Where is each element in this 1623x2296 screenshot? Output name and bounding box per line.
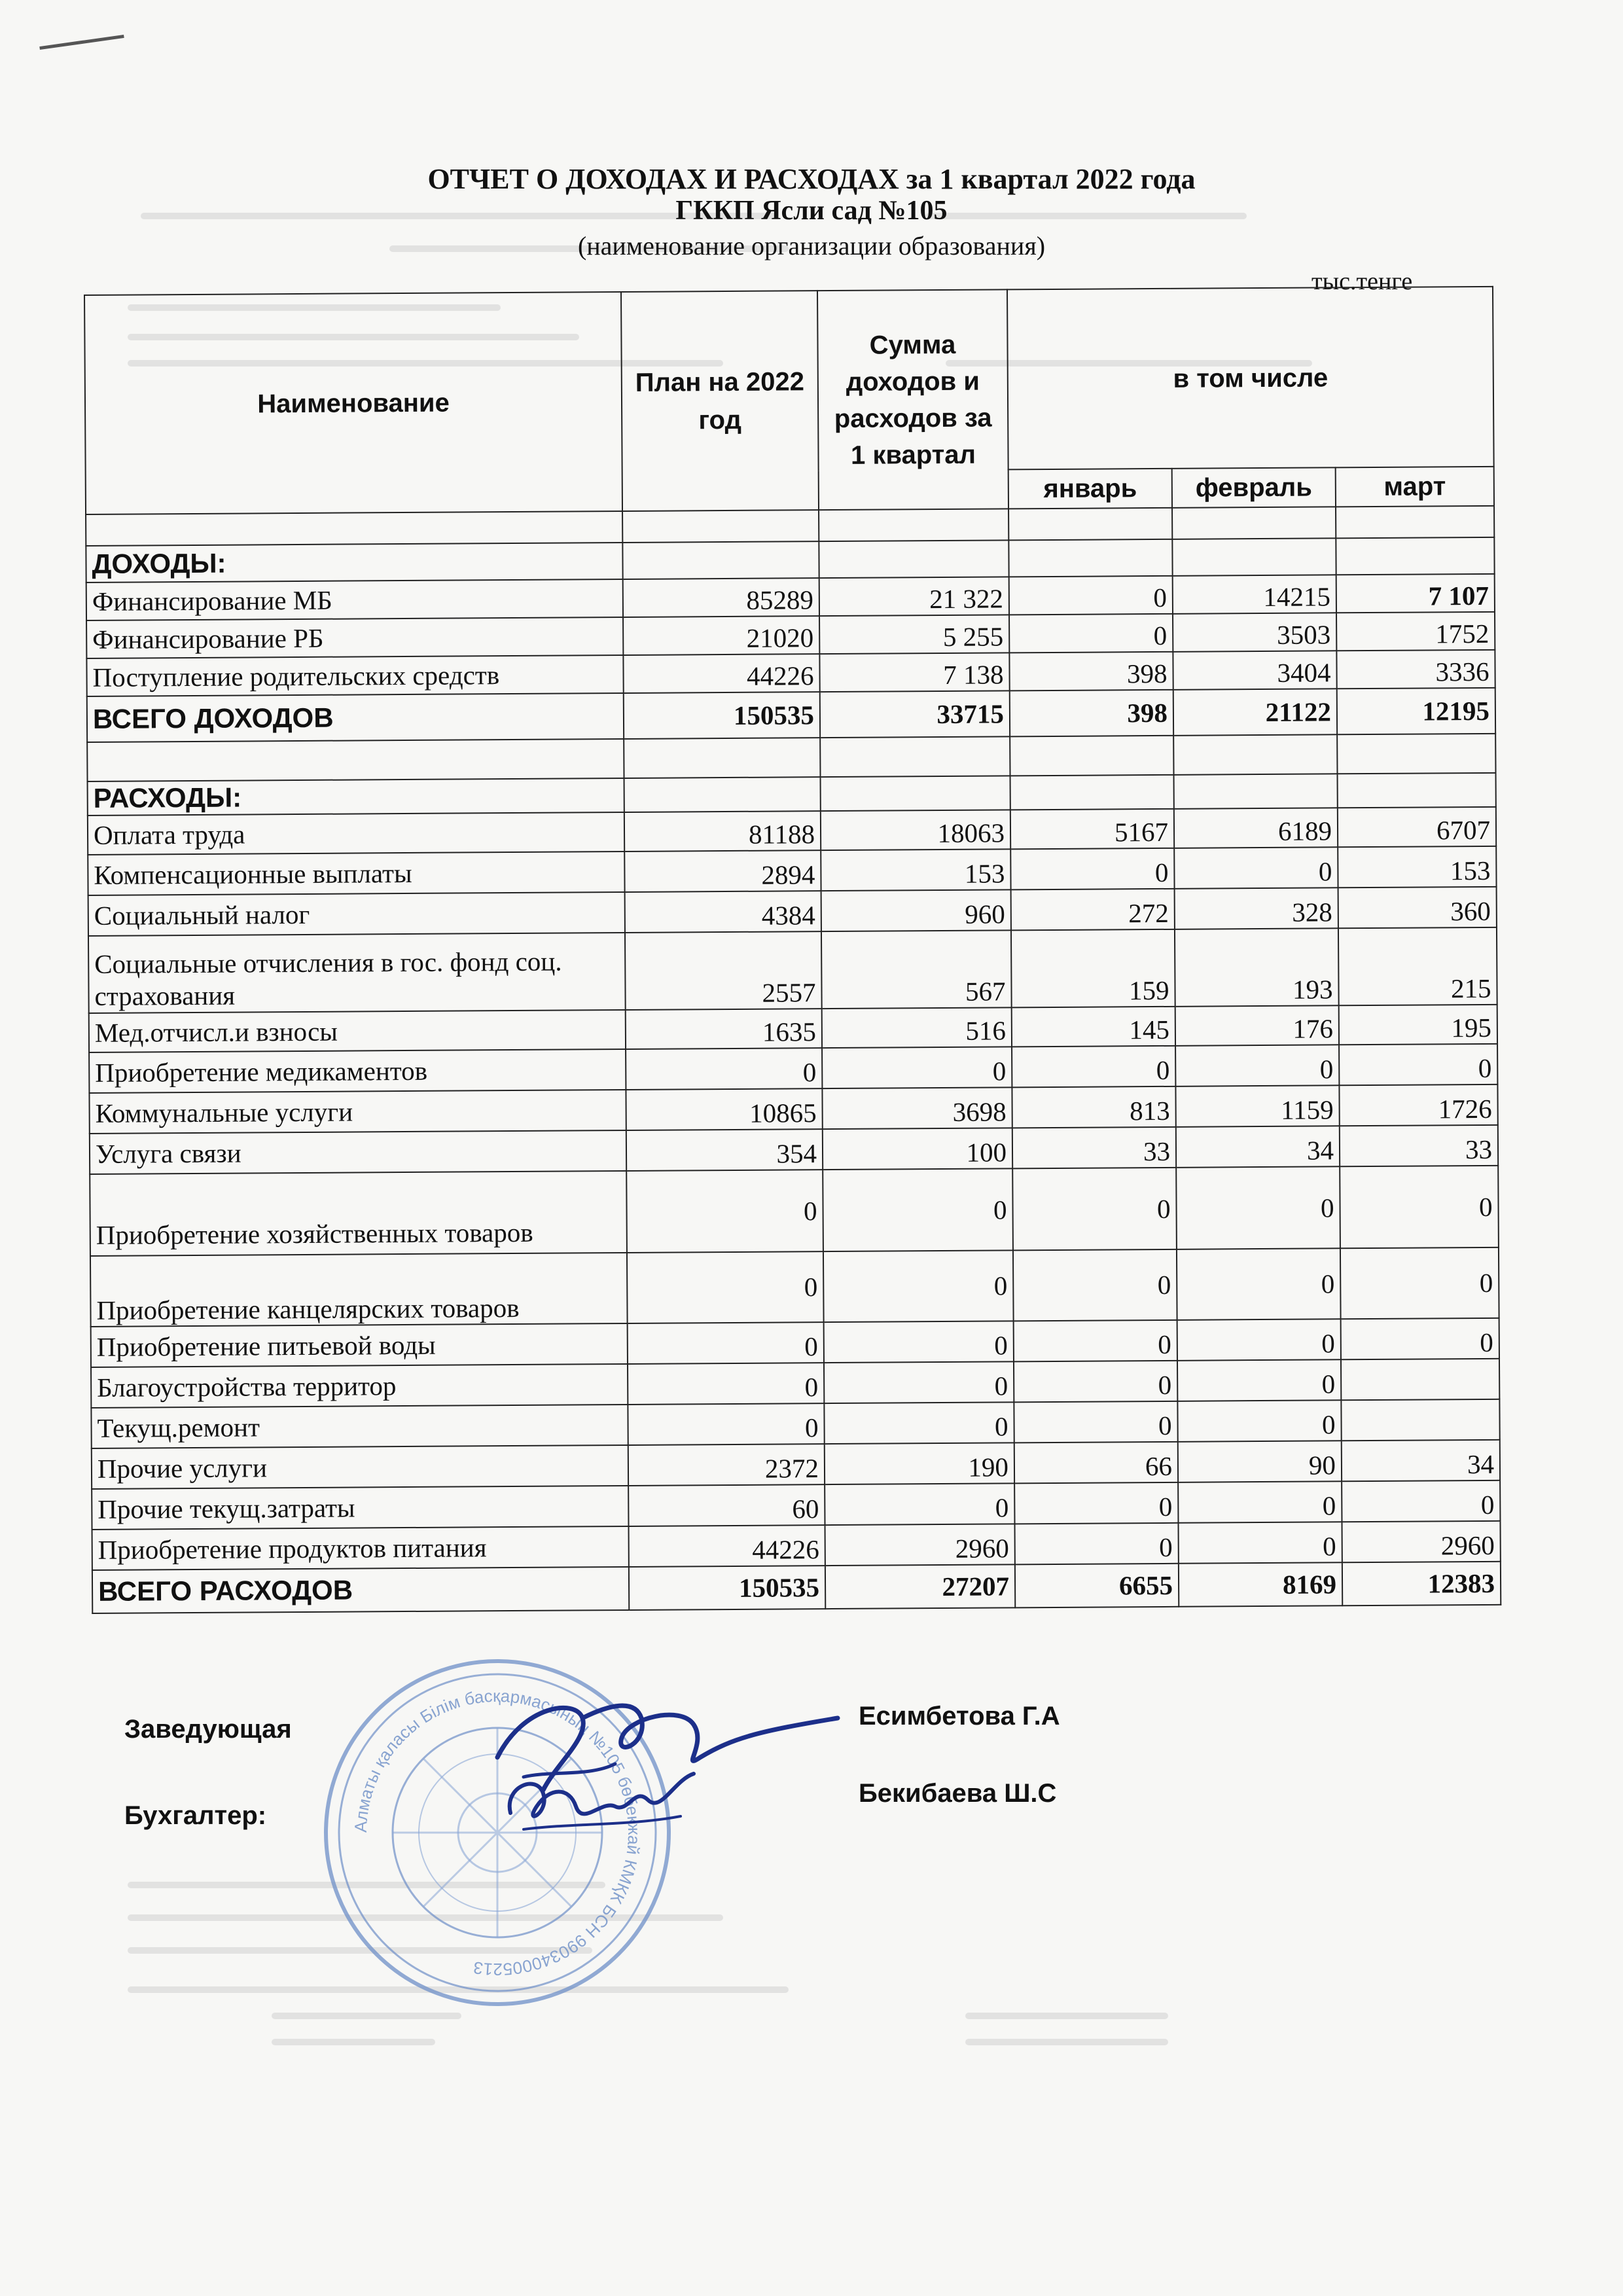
row-name: Поступление родительских средств (86, 655, 623, 696)
row-plan: 21020 (623, 616, 819, 655)
table-row (90, 1247, 1499, 1327)
income-total-label: ВСЕГО ДОХОДОВ (87, 693, 624, 742)
row-january: 145 (1012, 1007, 1175, 1047)
row-sum: 0 (823, 1250, 1014, 1322)
table-header-row (84, 287, 1494, 475)
row-february: 193 (1175, 928, 1339, 1007)
row-march: 0 (1341, 1318, 1499, 1359)
row-name: Социальные отчисления в гос. фонд соц. страхования (88, 933, 626, 1013)
stamp-text: Алматы қаласы Білім басқармасының №105 бөбекжай КМҚК БСН 990340005213 (350, 1685, 645, 1980)
row-sum: 0 (824, 1321, 1014, 1363)
col-including-header: в том числе (1007, 287, 1494, 470)
accountant-signature (497, 1761, 707, 1846)
row-march: 34 (1342, 1440, 1500, 1481)
row-plan: 0 (626, 1170, 823, 1253)
row-plan: 44226 (629, 1525, 825, 1567)
income-total-sum: 33715 (820, 691, 1010, 738)
expense-total-plan: 150535 (629, 1566, 825, 1610)
row-february: 0 (1177, 1319, 1341, 1361)
row-plan: 2372 (628, 1444, 825, 1486)
row-plan: 4384 (625, 891, 821, 933)
row-february: 0 (1177, 1248, 1341, 1320)
row-march: 215 (1338, 927, 1497, 1005)
row-january: 0 (1013, 1249, 1177, 1321)
row-february: 0 (1177, 1359, 1341, 1401)
row-plan: 0 (628, 1403, 824, 1445)
table-row (88, 927, 1497, 1013)
row-name: Приобретение канцелярских товаров (90, 1253, 628, 1327)
row-january: 0 (1010, 848, 1174, 890)
row-name: Приобретение хозяйственных товаров (90, 1171, 627, 1256)
row-plan: 0 (628, 1363, 824, 1405)
expense-total-january: 6655 (1015, 1564, 1179, 1608)
row-january: 0 (1009, 576, 1173, 615)
income-total-march: 12195 (1337, 688, 1495, 734)
col-plan-header: План на 2022 год (621, 291, 819, 511)
col-sum-header: Сумма доходов и расходов за 1 квартал (817, 289, 1008, 510)
row-sum: 2960 (825, 1524, 1015, 1566)
expense-total-february: 8169 (1179, 1562, 1342, 1607)
row-february: 0 (1178, 1481, 1342, 1523)
expense-section-label: РАСХОДЫ: (88, 778, 624, 816)
row-name: Приобретение питьевой воды (91, 1323, 628, 1367)
row-february: 0 (1176, 1166, 1340, 1249)
row-name: Оплата труда (88, 812, 624, 855)
row-name: Текущ.ремонт (91, 1405, 628, 1448)
row-march: 195 (1339, 1005, 1497, 1045)
row-name: Коммунальные услуги (89, 1090, 626, 1134)
row-february: 6189 (1174, 808, 1338, 848)
row-january: 813 (1012, 1086, 1175, 1128)
row-name: Мед.отчисл.и взносы (89, 1010, 626, 1052)
row-february: 90 (1178, 1441, 1342, 1482)
organization-name: ГККП Ясли сад №105 (675, 196, 948, 226)
row-march: 1752 (1336, 612, 1495, 651)
row-plan: 2557 (625, 931, 822, 1010)
row-february: 0 (1177, 1400, 1341, 1442)
accountant-label: Бухгалтер: (124, 1801, 267, 1830)
row-january: 66 (1014, 1442, 1178, 1484)
row-name: Компенсационные выплаты (88, 852, 624, 895)
row-january: 159 (1011, 929, 1175, 1008)
row-march: 1726 (1339, 1085, 1497, 1126)
row-march: 7 107 (1336, 574, 1495, 613)
row-january: 0 (1009, 614, 1173, 653)
row-sum: 7 138 (819, 653, 1009, 692)
row-sum: 0 (824, 1402, 1014, 1444)
row-march: 0 (1340, 1166, 1499, 1248)
row-february: 176 (1175, 1005, 1339, 1046)
row-plan: 0 (626, 1048, 822, 1090)
row-name: Прочие услуги (92, 1445, 628, 1489)
expense-total-march: 12383 (1342, 1562, 1501, 1605)
report-title: ОТЧЕТ О ДОХОДАХ И РАСХОДАХ за 1 квартал 2022 года (427, 163, 1196, 195)
row-plan: 81188 (624, 811, 821, 852)
row-march (1341, 1399, 1499, 1441)
row-sum: 5 255 (819, 615, 1009, 654)
row-march: 3336 (1336, 650, 1495, 689)
row-march: 6707 (1338, 807, 1496, 847)
row-january: 398 (1009, 652, 1173, 691)
row-plan: 85289 (623, 578, 819, 617)
row-sum: 18063 (821, 810, 1010, 850)
row-february: 3404 (1173, 651, 1336, 690)
col-january-header: январь (1008, 469, 1172, 509)
accountant-name: Бекибаева Ш.С (859, 1779, 1057, 1808)
row-sum: 0 (822, 1047, 1012, 1088)
row-february: 14215 (1173, 575, 1336, 614)
row-plan: 354 (626, 1129, 823, 1171)
row-sum: 153 (821, 849, 1010, 891)
row-name: Приобретение медикаментов (89, 1049, 626, 1093)
head-label: Заведующая (124, 1715, 292, 1744)
row-sum: 516 (822, 1007, 1012, 1048)
row-plan: 60 (628, 1484, 825, 1526)
row-january: 0 (1014, 1320, 1177, 1362)
row-sum: 0 (823, 1168, 1013, 1251)
row-sum: 567 (821, 930, 1012, 1009)
income-section-label: ДОХОДЫ: (86, 543, 622, 583)
row-february: 0 (1175, 1045, 1339, 1086)
report-table (84, 286, 1501, 1614)
units-label: тыс.тенге (1311, 268, 1413, 295)
row-name: Благоустройства территор (91, 1364, 628, 1408)
row-january: 0 (1014, 1361, 1177, 1403)
row-january: 272 (1011, 889, 1175, 931)
expense-total-sum: 27207 (825, 1564, 1015, 1609)
row-january: 0 (1012, 1168, 1177, 1251)
row-march: 0 (1342, 1480, 1500, 1522)
row-february: 3503 (1173, 613, 1336, 652)
row-sum: 3698 (822, 1087, 1012, 1129)
row-march: 33 (1340, 1125, 1498, 1166)
row-january: 5167 (1010, 809, 1174, 850)
row-sum: 0 (825, 1483, 1014, 1525)
row-sum: 21 322 (819, 577, 1009, 616)
row-march: 0 (1339, 1044, 1497, 1085)
row-name: Финансирование МБ (86, 579, 623, 620)
row-february: 1159 (1175, 1085, 1339, 1127)
income-total-february: 21122 (1173, 689, 1337, 736)
income-total-row (87, 688, 1495, 742)
table-row (90, 1166, 1499, 1256)
row-january: 0 (1012, 1046, 1175, 1088)
organization-caption: (наименование организации образования) (577, 231, 1046, 260)
head-name: Есимбетова Г.А (859, 1702, 1060, 1731)
row-january: 0 (1014, 1482, 1178, 1524)
row-january: 0 (1014, 1401, 1177, 1443)
row-plan: 0 (628, 1322, 824, 1364)
row-name: Прочие текущ.затраты (92, 1486, 628, 1530)
col-march-header: март (1336, 467, 1494, 507)
row-sum: 190 (825, 1443, 1014, 1484)
row-name: Приобретение продуктов питания (92, 1526, 629, 1570)
col-february-header: февраль (1172, 467, 1336, 508)
row-february: 328 (1175, 888, 1338, 929)
row-name: Финансирование РБ (86, 617, 623, 658)
row-name: Услуга связи (90, 1130, 626, 1174)
corner-mark (39, 35, 124, 50)
row-plan: 10865 (626, 1088, 822, 1130)
row-march: 2960 (1342, 1521, 1500, 1562)
row-january: 33 (1012, 1127, 1176, 1169)
row-plan: 0 (627, 1251, 824, 1323)
income-total-january: 398 (1010, 690, 1173, 737)
income-total-plan: 150535 (624, 692, 820, 739)
row-sum: 0 (824, 1361, 1014, 1403)
row-plan: 44226 (623, 654, 819, 693)
expense-total-label: ВСЕГО РАСХОДОВ (92, 1567, 629, 1613)
row-february: 0 (1178, 1522, 1342, 1564)
row-march: 0 (1340, 1247, 1499, 1319)
row-february: 34 (1176, 1126, 1340, 1168)
row-sum: 100 (823, 1128, 1012, 1170)
row-january: 0 (1015, 1523, 1179, 1565)
row-february: 0 (1174, 847, 1338, 889)
row-march: 153 (1338, 846, 1496, 888)
row-march (1341, 1359, 1499, 1400)
row-plan: 1635 (626, 1009, 822, 1049)
row-name: Социальный налог (88, 892, 625, 936)
row-plan: 2894 (624, 850, 821, 892)
row-sum: 960 (821, 889, 1011, 931)
row-march: 360 (1338, 887, 1497, 928)
col-name-header: Наименование (84, 292, 622, 514)
expense-total-row (92, 1562, 1501, 1613)
